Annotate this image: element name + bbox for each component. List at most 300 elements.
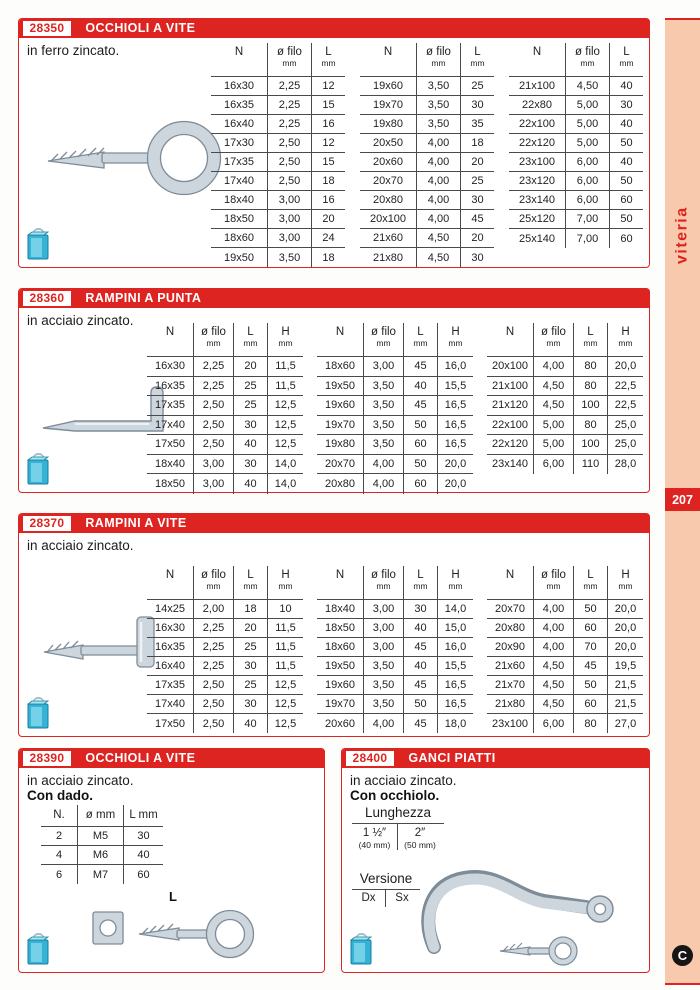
table-cell: 15 (311, 153, 345, 172)
table-cell: 20 (233, 619, 267, 638)
table-cell: 19x60 (317, 396, 363, 416)
table-cell: 17x50 (147, 435, 193, 455)
table-cell: 19x50 (224, 251, 254, 264)
section-header (19, 749, 325, 768)
table-cell: 25 (233, 396, 267, 416)
section-title: RAMPINI A PUNTA (85, 291, 202, 305)
table-cell: 80 (573, 357, 607, 377)
column-header: N (211, 43, 267, 77)
column-header: N (487, 323, 533, 357)
table-cell: 15,0 (437, 619, 473, 638)
table-cell: 27,0 (607, 714, 643, 733)
table-cell: 6,00 (565, 191, 609, 210)
table-cell: 7,00 (565, 229, 609, 248)
table-cell: 25 (233, 676, 267, 695)
table-cell: 16 (311, 191, 345, 210)
column-header: L mm (573, 566, 607, 600)
table-cell: 40 (403, 657, 437, 676)
table-cell: 3,00 (363, 619, 403, 638)
table-cell: 4,00 (363, 714, 403, 733)
table-cell: 20 (460, 153, 494, 172)
table-cell: 11,5 (267, 357, 303, 377)
column-header: L mm (233, 323, 267, 357)
table-cell: 17x35 (147, 396, 193, 416)
table-cell: 25,0 (607, 416, 643, 436)
table-cell: 19x70 (317, 416, 363, 436)
table-cell: 60 (573, 695, 607, 714)
table-cell: 20x70 (317, 455, 363, 475)
section-ganci-piatti-28400 (341, 748, 650, 973)
table-cell: 14x25 (147, 600, 193, 619)
table-cell: 3,50 (363, 676, 403, 695)
table-cell: 6,00 (565, 153, 609, 172)
table-cell: 22x120 (487, 435, 533, 455)
column-header: ø filo mm (267, 43, 311, 77)
column-header: N (509, 43, 565, 77)
table-cell: 3,50 (416, 77, 460, 96)
section-occhioli-a-vite-28390 (18, 748, 325, 973)
table-cell: 19x80 (317, 435, 363, 455)
table-cell: 16,5 (437, 676, 473, 695)
table-cell: 45 (403, 714, 437, 733)
table-cell: 2,50 (193, 416, 233, 436)
table-cell: 60 (609, 191, 643, 210)
size-table (509, 43, 643, 267)
length-table-title: Lunghezza (352, 805, 444, 824)
table-cell: 18 (311, 172, 345, 191)
table-cell: 20,0 (437, 474, 473, 494)
table-cell: 3,50 (363, 435, 403, 455)
column-header: N (147, 566, 193, 600)
table-cell: 30 (233, 455, 267, 475)
table-cell: 4,00 (416, 210, 460, 229)
table-cell: 16,5 (437, 435, 473, 455)
size-table (41, 805, 163, 884)
table-cell: 20 (460, 229, 494, 248)
table-cell: 17x40 (211, 172, 267, 191)
column-header: ø filo mm (193, 566, 233, 600)
table-cell: 20,0 (437, 455, 473, 475)
table-cell: 20x100 (360, 210, 416, 229)
table-cell: 4,00 (533, 600, 573, 619)
table-cell: 30 (123, 827, 163, 846)
table-cell: 16x30 (211, 77, 267, 96)
category-tab-label: viteria (673, 206, 691, 264)
table-cell: 12 (311, 77, 345, 96)
table-cell: 19x80 (360, 115, 416, 134)
table-cell: 16,0 (437, 638, 473, 657)
table-cell: 4,50 (416, 248, 460, 267)
table-cell: 18 (311, 248, 345, 267)
logo-letter: C (677, 948, 688, 963)
table-cell: 16,5 (437, 416, 473, 436)
table-cell: 16x30 (147, 619, 193, 638)
shopping-bag-icon (347, 929, 375, 967)
table-cell: 3,00 (193, 455, 233, 475)
section-rampini-a-punta-28360 (18, 288, 650, 493)
size-table (147, 323, 303, 494)
table-cell: 14,0 (267, 455, 303, 475)
column-header: H mm (607, 323, 643, 357)
length-option: 1 ½″ (40 mm) (358, 827, 391, 850)
table-cell: 21x100 (509, 77, 565, 96)
table-cell: 30 (403, 600, 437, 619)
column-header: ø filo mm (363, 566, 403, 600)
table-cell: 21,5 (607, 695, 643, 714)
table-cell: 3,00 (363, 638, 403, 657)
table-cell: 16x35 (147, 377, 193, 397)
column-header: N (317, 323, 363, 357)
table-cell: 20 (233, 357, 267, 377)
table-cell: 60 (573, 619, 607, 638)
column-header: L mm (609, 43, 643, 77)
table-cell: 3,50 (416, 96, 460, 115)
table-cell: 18x50 (155, 477, 185, 490)
table-cell: 2 (41, 827, 77, 846)
column-header: ø filo mm (416, 43, 460, 77)
table-cell: 23x100 (509, 153, 565, 172)
column-header: L mm (460, 43, 494, 77)
table-cell: 4,50 (533, 377, 573, 397)
length-option: 2″ (50 mm) (397, 824, 442, 850)
table-cell: 16,5 (437, 695, 473, 714)
table-cell: 12,5 (267, 714, 303, 733)
table-cell: 22x120 (509, 134, 565, 153)
version-table-title: Versione (352, 871, 420, 890)
table-cell: 20x60 (360, 153, 416, 172)
table-cell: 100 (573, 396, 607, 416)
table-cell: 16x40 (211, 115, 267, 134)
table-cell: 18,0 (437, 714, 473, 733)
table-cell: 4,50 (533, 396, 573, 416)
table-cell: 40 (609, 115, 643, 134)
table-cell: 12,5 (267, 435, 303, 455)
table-cell: 50 (403, 695, 437, 714)
table-cell: 17x35 (211, 153, 267, 172)
section-header (19, 514, 650, 533)
table-cell: 5,00 (533, 416, 573, 436)
table-cell: 20x80 (325, 477, 355, 490)
table-cell: 5,00 (533, 435, 573, 455)
table-cell: 14,0 (437, 600, 473, 619)
table-cell: 11,5 (267, 619, 303, 638)
column-header: L mm (311, 43, 345, 77)
table-cell: 18 (460, 134, 494, 153)
table-cell: 22x100 (509, 115, 565, 134)
table-cell: 20x90 (487, 638, 533, 657)
table-cell: 45 (573, 657, 607, 676)
column-header: N (360, 43, 416, 77)
table-cell: 3,00 (267, 210, 311, 229)
table-cell: 21x70 (487, 676, 533, 695)
table-cell: 50 (403, 416, 437, 436)
table-cell: 2,25 (267, 77, 311, 96)
table-cell: 17x30 (211, 134, 267, 153)
column-header: H mm (267, 566, 303, 600)
table-cell: 21x80 (487, 695, 533, 714)
table-cell: M5 (77, 827, 123, 846)
table-cell: 15 (311, 96, 345, 115)
table-cell: 100 (573, 435, 607, 455)
table-cell: 19x50 (317, 377, 363, 397)
table-cell: 18x60 (317, 357, 363, 377)
table-cell: 24 (311, 229, 345, 248)
table-cell: 21x60 (487, 657, 533, 676)
column-header: H mm (437, 323, 473, 357)
table-cell: 21x60 (360, 229, 416, 248)
length-dimension-label: L (169, 889, 177, 904)
table-cell: 20,0 (607, 619, 643, 638)
table-cell: 23x120 (509, 172, 565, 191)
table-cell: 6,00 (565, 172, 609, 191)
table-cell: 2,50 (267, 153, 311, 172)
table-cell: 6,00 (533, 455, 573, 475)
table-cell: 18 (233, 600, 267, 619)
table-cell: 25 (233, 638, 267, 657)
table-cell: 35 (460, 115, 494, 134)
table-cell: 2,50 (193, 435, 233, 455)
table-cell: 16,0 (437, 357, 473, 377)
table-cell: 19x60 (360, 77, 416, 96)
table-cell: 5,00 (565, 115, 609, 134)
column-header: N (317, 566, 363, 600)
section-subtitle: in acciaio zincato. (350, 773, 457, 788)
table-cell: 25 (460, 77, 494, 96)
table-cell: 3,50 (416, 115, 460, 134)
table-cell: 2,50 (267, 134, 311, 153)
table-cell: 4,50 (565, 77, 609, 96)
table-cell: 23x140 (491, 458, 529, 471)
table-cell: 25x140 (518, 232, 556, 245)
table-cell: 4 (41, 846, 77, 865)
column-header: L mm (573, 323, 607, 357)
table-cell: 20,0 (607, 638, 643, 657)
length-options-table (352, 805, 444, 850)
table-cell: 3,00 (363, 357, 403, 377)
table-cell: 80 (573, 416, 607, 436)
table-cell: 3,50 (363, 695, 403, 714)
column-header: ø filo mm (533, 566, 573, 600)
version-option: Sx (385, 890, 418, 907)
table-cell: 25,0 (607, 435, 643, 455)
table-cell: 40 (609, 77, 643, 96)
table-cell: 40 (403, 377, 437, 397)
table-cell: 2,50 (193, 695, 233, 714)
column-header: H mm (607, 566, 643, 600)
size-table (487, 323, 643, 494)
table-cell: 17x40 (147, 416, 193, 436)
table-cell: 50 (403, 455, 437, 475)
section-title: GANCI PIATTI (408, 751, 496, 765)
table-cell: M7 (77, 865, 123, 884)
table-cell: 4,50 (533, 695, 573, 714)
section-subtitle: in acciaio zincato. (27, 313, 134, 328)
table-cell: 40 (233, 474, 267, 494)
table-cell: 21,5 (607, 676, 643, 695)
table-cell: 18x40 (211, 191, 267, 210)
table-cell: 22,5 (607, 396, 643, 416)
table-cell: 16x30 (147, 357, 193, 377)
table-cell: 2,50 (193, 676, 233, 695)
page-number: 207 (665, 488, 700, 511)
table-cell: 2,25 (267, 96, 311, 115)
section-header (19, 289, 650, 308)
table-cell: 12,5 (267, 396, 303, 416)
table-cell: 16x35 (211, 96, 267, 115)
table-cell: 45 (403, 638, 437, 657)
table-cell: 16x35 (147, 638, 193, 657)
table-cell: 2,25 (193, 377, 233, 397)
table-cell: 45 (460, 210, 494, 229)
table-cell: 6 (55, 868, 63, 881)
table-cell: 4,00 (533, 619, 573, 638)
section-code: 28400 (346, 751, 395, 766)
size-table (211, 43, 345, 267)
table-cell: 3,00 (267, 191, 311, 210)
section-title: OCCHIOLI A VITE (85, 751, 196, 765)
table-cell: 22x100 (487, 416, 533, 436)
table-cell: 4,00 (416, 191, 460, 210)
table-cell: 20x60 (325, 717, 355, 730)
table-cell: 22x80 (509, 96, 565, 115)
table-cell: 19x70 (360, 96, 416, 115)
table-cell: 45 (403, 676, 437, 695)
table-cell: 40 (609, 153, 643, 172)
table-cell: 4,00 (533, 357, 573, 377)
table-cell: 50 (609, 210, 643, 229)
table-cell: 4,50 (533, 657, 573, 676)
table-cell: 3,50 (363, 377, 403, 397)
table-cell: 30 (460, 96, 494, 115)
table-cell: 10 (267, 600, 303, 619)
table-cell: 22,5 (607, 377, 643, 397)
table-cell: 40 (233, 714, 267, 733)
column-header: N (147, 323, 193, 357)
section-code: 28350 (23, 21, 72, 36)
table-cell: 18x40 (147, 455, 193, 475)
nut-and-eye-bolt-photo (77, 904, 277, 966)
section-rampini-a-vite-28370 (18, 513, 650, 737)
table-cell: 18x50 (211, 210, 267, 229)
table-cell: 80 (573, 377, 607, 397)
column-header: ø filo mm (533, 323, 573, 357)
section-subtitle: in acciaio zincato. (27, 538, 134, 553)
table-cell: 30 (233, 416, 267, 436)
table-cell: 60 (403, 474, 437, 494)
version-options-table (352, 871, 420, 907)
section-code: 28390 (23, 751, 72, 766)
column-header: L mm (403, 323, 437, 357)
table-cell: 12,5 (267, 695, 303, 714)
table-cell: 12,5 (267, 416, 303, 436)
table-cell: 2,25 (193, 638, 233, 657)
column-header: ø filo mm (565, 43, 609, 77)
table-cell: 20,0 (607, 357, 643, 377)
table-cell: 5,00 (565, 96, 609, 115)
table-cell: 19x50 (317, 657, 363, 676)
table-cell: 30 (609, 96, 643, 115)
size-table (147, 566, 303, 733)
table-cell: 20,0 (607, 600, 643, 619)
column-header: ø mm (77, 805, 123, 827)
section-subtitle: in ferro zincato. (27, 43, 120, 58)
table-cell: 21x120 (487, 396, 533, 416)
eye-screw-photo (44, 114, 239, 204)
size-table (487, 566, 643, 733)
table-cell: 45 (403, 396, 437, 416)
table-cell: 2,25 (193, 657, 233, 676)
size-table (317, 566, 473, 733)
table-cell: 60 (609, 229, 643, 248)
table-cell: 25 (460, 172, 494, 191)
table-cell: 18x60 (317, 638, 363, 657)
shopping-bag-icon (24, 693, 52, 731)
table-cell: 11,5 (267, 657, 303, 676)
table-cell: 3,00 (267, 229, 311, 248)
table-cell: 3,00 (363, 600, 403, 619)
table-cell: 2,25 (193, 357, 233, 377)
table-cell: 50 (573, 600, 607, 619)
table-cell: 80 (573, 714, 607, 733)
table-cell: 19x60 (317, 676, 363, 695)
table-cell: 14,0 (267, 474, 303, 494)
table-cell: 110 (573, 455, 607, 475)
column-header: H mm (267, 323, 303, 357)
column-header: N (487, 566, 533, 600)
table-cell: 40 (403, 619, 437, 638)
table-cell: 18x40 (317, 600, 363, 619)
table-cell: 20x70 (360, 172, 416, 191)
size-table (317, 323, 473, 494)
table-cell: 21x80 (373, 251, 403, 264)
section-note: Con occhiolo. (350, 788, 440, 803)
flat-hook-photo (414, 867, 639, 969)
table-cell: 3,50 (363, 657, 403, 676)
table-cell: 50 (609, 172, 643, 191)
table-cell: 40 (233, 435, 267, 455)
table-cell: 2,00 (193, 600, 233, 619)
table-cell: 15,5 (437, 657, 473, 676)
section-code: 28370 (23, 516, 72, 531)
table-cell: 4,00 (363, 474, 403, 494)
column-header: L mm (233, 566, 267, 600)
section-note: Con dado. (27, 788, 93, 803)
table-cell: 30 (233, 695, 267, 714)
table-cell: 3,50 (267, 248, 311, 267)
table-cell: 2,50 (267, 172, 311, 191)
table-cell: 12,5 (267, 676, 303, 695)
table-cell: 25x120 (509, 210, 565, 229)
column-header: ø filo mm (193, 323, 233, 357)
table-cell: 40 (123, 846, 163, 865)
table-cell: 20x70 (487, 600, 533, 619)
table-cell: 20x80 (360, 191, 416, 210)
table-cell: 4,50 (416, 229, 460, 248)
section-title: OCCHIOLI A VITE (85, 21, 196, 35)
table-cell: 20x100 (487, 357, 533, 377)
table-cell: 17x40 (147, 695, 193, 714)
shopping-bag-icon (24, 449, 52, 487)
table-cell: 30 (233, 657, 267, 676)
table-cell: 60 (403, 435, 437, 455)
table-cell: 12 (311, 134, 345, 153)
section-code: 28360 (23, 291, 72, 306)
table-cell: 60 (123, 865, 163, 884)
table-cell: 4,50 (533, 676, 573, 695)
section-header (19, 19, 650, 38)
table-cell: 16,5 (437, 396, 473, 416)
table-cell: 17x50 (155, 717, 185, 730)
